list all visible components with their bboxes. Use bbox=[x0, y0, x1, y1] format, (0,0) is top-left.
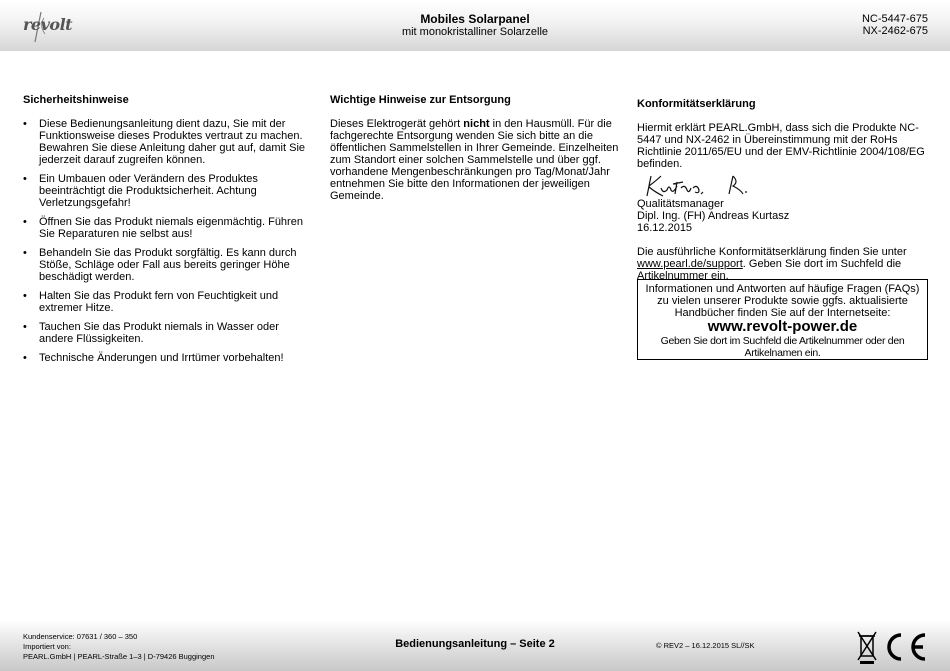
conformity-section bbox=[637, 98, 929, 282]
ce-mark-icon bbox=[889, 635, 925, 659]
list-item: • Tauchen Sie das Produkt niemals in Wasser oder andere Flüssigkeiten. bbox=[23, 321, 313, 345]
compliance-marks bbox=[857, 630, 929, 664]
compliance-icons bbox=[857, 630, 929, 664]
faq-box bbox=[637, 279, 928, 360]
signer-name: Dipl. Ing. (FH) Andreas Kurtasz bbox=[637, 210, 790, 222]
list-item: • Behandeln Sie das Produkt sorgfältig. Es kann durch Stöße, Schläge oder Fall aus bereits geringer Höhe beschädigt werden. bbox=[23, 247, 313, 283]
product-code: NC-5447-675 bbox=[861, 13, 928, 25]
disposal-emphasis: nicht bbox=[463, 118, 490, 130]
list-item: • Öffnen Sie das Produkt niemals eigenmächtig. Führen Sie Reparaturen nie selbst aus! bbox=[23, 216, 313, 240]
signature-date: 16.12.2015 bbox=[637, 222, 693, 234]
conformity-heading: Konformitätserklärung bbox=[637, 98, 756, 110]
document-title: Mobiles Solarpanel bbox=[420, 12, 530, 26]
detail-text: . Geben Sie dort im Suchfeld die Artikelnummer ein. bbox=[637, 258, 902, 282]
importer-label: Importiert von: bbox=[23, 642, 71, 651]
safety-list bbox=[23, 118, 313, 364]
list-item: • Diese Bedienungsanleitung dient dazu, Sie mit der Funktionsweise dieses Produktes vertraut zu machen. Bewahren Sie diese Anleitung daher gut auf, damit Sie jederzeit darauf zugreifen können. bbox=[23, 118, 313, 166]
product-code: NX-2462-675 bbox=[862, 25, 928, 37]
support-link[interactable]: www.pearl.de/support bbox=[637, 258, 743, 270]
faq-hint: Geben Sie dort im Suchfeld die Artikelnummer oder den Artikelnamen ein. bbox=[660, 335, 905, 359]
signature bbox=[637, 172, 929, 198]
disposal-heading: Wichtige Hinweise zur Entsorgung bbox=[330, 94, 511, 106]
disposal-text bbox=[330, 118, 622, 202]
safety-heading: Sicherheitshinweise bbox=[23, 94, 129, 106]
conformity-text: Hiermit erklärt PEARL.GmbH, dass sich die Produkte NC-5447 und NX-2462 in Übereinstimmung mit der RoHs Richtlinie 2011/65/EU und der EMV-Richtlinie 2004/108/EG befinden. bbox=[637, 122, 925, 170]
list-item: • Technische Änderungen und Irrtümer vorbehalten! bbox=[23, 352, 313, 364]
logo-text: revolt bbox=[23, 15, 73, 34]
safety-section bbox=[23, 94, 313, 371]
page-header bbox=[0, 0, 950, 51]
signer-role: Qualitätsmanager bbox=[637, 198, 724, 210]
list-item: • Ein Umbauen oder Verändern des Produktes beeinträchtigt die Produktsicherheit. Achtung Verletzungsgefahr! bbox=[23, 173, 313, 209]
document-subtitle: mit monokristalliner Solarzelle bbox=[401, 26, 549, 38]
list-item: • Halten Sie das Produkt fern von Feuchtigkeit und extremer Hitze. bbox=[23, 290, 313, 314]
disposal-text-part: Dieses Elektrogerät gehört bbox=[330, 118, 464, 130]
conformity-detail bbox=[637, 246, 929, 282]
faq-website-link[interactable]: www.revolt-power.de bbox=[707, 318, 858, 335]
page-number: Bedienungsanleitung – Seite 2 bbox=[395, 638, 555, 650]
customer-service: Kundenservice: 07631 / 360 – 350 bbox=[23, 632, 138, 641]
importer-address: PEARL.GmbH | PEARL-Straße 1–3 | D-79426 Buggingen bbox=[23, 652, 215, 661]
disposal-section bbox=[330, 94, 622, 202]
page-footer bbox=[0, 620, 950, 671]
detail-text: Die ausführliche Konformitätserklärung finden Sie unter bbox=[637, 246, 907, 258]
disposal-text-part: in den Hausmüll. Für die fachgerechte Entsorgung wenden Sie sich bitte an die öffentlichen Sammelstellen in Ihrer Gemeinde. Einzelheiten zum Standort einer solchen Sammelstelle und über ggf. vorhandene Mengenbeschränkungen pro Tag/Monat/Jahr entnehmen Sie bitte den Informationen der jeweiligen Gemeinde. bbox=[330, 118, 619, 202]
weee-bin-icon bbox=[858, 632, 876, 664]
signature-icon bbox=[637, 172, 757, 198]
revision-info: © REV2 – 16.12.2015 SL//SK bbox=[656, 641, 755, 650]
faq-text: Informationen und Antworten auf häufige Fragen (FAQs) zu vielen unserer Produkte sowie ggfs. aktualisierte Handbücher finden Sie auf der Internetseite: bbox=[645, 283, 920, 319]
product-codes bbox=[862, 13, 928, 37]
